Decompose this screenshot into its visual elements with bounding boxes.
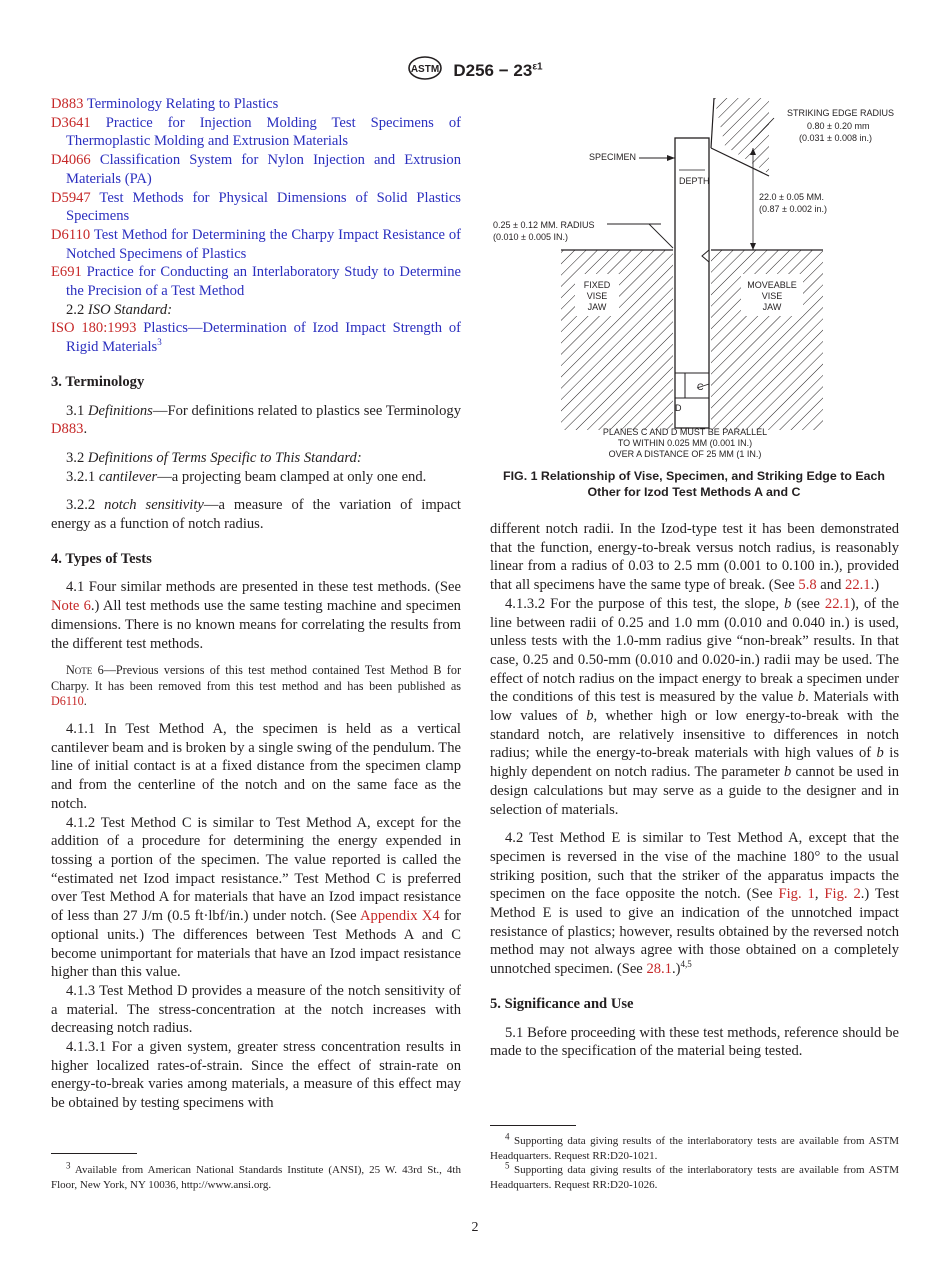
label-planes: TO WITHIN 0.025 MM (0.001 IN.) [617,438,753,448]
section-heading: 4. Types of Tests [51,550,152,567]
paragraph: 4.1.3 Test Method D provides a measure of the notch sensitivity of a material. The stress-concentration at the notch increases with decreasing notch radius. [51,982,461,1037]
reference-item: D4066 Classification System for Nylon Injection and Extrusion Materials (PA) [51,152,461,187]
paragraph: 5.1 Before proceeding with these test methods, reference should be made to the specification of the material being tested. [490,1024,899,1060]
label-striking-v1: 0.80 ± 0.20 mm [807,121,870,131]
paragraph: 3.2.2 notch sensitivity—a measure of the variation of impact energy as a function of notch radius. [51,497,461,533]
footnote-rule [51,1153,137,1154]
footnote-rule [490,1125,576,1126]
ref-link[interactable]: D4066 [51,152,91,169]
left-column [51,95,461,1113]
reference-item: ISO 180:1993 Plastics—Determination of Izod Impact Strength of Rigid Materials$^3$ [51,320,462,356]
page-header [0,56,950,85]
label-moveable: MOVEABLE [747,280,797,290]
label-specimen: SPECIMEN [589,152,637,162]
label-fixed: VISE [586,291,608,301]
label-radius1: 0.25 ± 0.12 MM. RADIUS [493,220,595,230]
label-moveable: VISE [761,291,783,301]
label-striking: STRIKING EDGE RADIUS [787,108,895,118]
ref-link[interactable]: ISO 180:1993 [51,320,137,337]
paragraph: 3.2 Definitions of Terms Specific to This Standard: [66,449,362,466]
label-height2: (0.87 ± 0.002 in.) [759,204,827,214]
figure-caption: FIG. 1 Relationship of Vise, Specimen, and Striking Edge to Each Other for Izod Test Methods A and C [503,469,885,499]
label-fixed: JAW [587,302,607,312]
note: Note 6—Previous versions of this test method contained Test Method B for Charpy. It has been removed from this test method and has been published as D6110. [51,663,462,709]
ref-link[interactable]: 5.8 [798,577,817,594]
right-column [490,520,899,1061]
paragraph: 4.1.2 Test Method C is similar to Test Method A, except for the addition of a procedure for determining the energy expended in tossing a portion of the specimen. The value reported is called the “estimated net Izod impact resistance.” Test Method C is preferred over Test Method A for materials that have an Izod impact resistance of less than 27 J/m (0.5 ft·lbf/in.) under notch. (See Appendix X4 for optional units.) The differences between Test Methods A and C become unimportant for materials that have an Izod impact resistance higher than this value. [51,814,461,981]
ref-link[interactable]: D6110 [51,694,84,709]
ref-link[interactable]: 22.1 [824,595,851,612]
figure-1 [489,98,899,498]
ref-link[interactable]: D6110 [51,226,91,243]
reference-item: D5947 Test Methods for Physical Dimensions of Solid Plastics Specimens [51,189,461,225]
designation: $D256 - 23^{\varepsilon 1}$ [453,60,543,80]
label-c: C [697,382,704,392]
appendix-link[interactable]: Appendix X4 [360,908,440,925]
ref-link[interactable]: E691 [51,264,82,281]
ref-link[interactable]: D883 [51,96,84,112]
label-d: D [675,403,682,413]
label-planes: PLANES C AND D MUST BE PARALLEL [602,427,768,437]
paragraph: 4.1.3.2 For the purpose of this test, the slope, b (see 22.1), of the line between radii of 0.25 and 1.0 mm (0.010 and 0.040 in.) is used, unless tests with the 1.0-mm radius give “non-break” results. In that case, 0.25 and 0.50-mm (0.010 and 0.020-in.) radii may be used. The effect of notch radius on the impact energy to break a specimen under the conditions of this test is measured by the value b. Materials with low values of b, whether high or low energy-to-break with the standard notch, are relatively insensitive to differences in notch radius; while the energy-to-break materials with high values of b is highly dependent on notch radius. The parameter b cannot be used in design calculations but may serve as a guide to the designer and in selection of materials. [490,595,900,818]
figure-link[interactable]: Fig. 2 [824,886,861,903]
reference-item: D6110 Test Method for Determining the Charpy Impact Resistance of Notched Specimens of Plastics [51,226,462,262]
izod-vise-diagram [489,98,899,468]
label-planes: OVER A DISTANCE OF 25 MM (1 IN.) [608,449,762,459]
note-link[interactable]: Note 6 [51,598,91,615]
paragraph: 4.1.3.1 For a given system, greater stress concentration results in higher localized rates-of-strain. Since the effect of strain-rate on energy-to-break varies among materials, a measure of this effect may be obtained by testing specimens with [51,1039,461,1112]
label-depth: DEPTH [679,176,710,186]
ref-link[interactable]: D3641 [51,114,91,131]
reference-item: D883 Terminology Relating to Plastics [51,96,279,112]
ref-link[interactable]: 28.1 [646,961,672,978]
ref-link[interactable]: D883 [51,421,84,438]
iso-heading: 2.2 ISO Standard: [66,301,173,318]
section-heading: 3. Terminology [51,373,145,390]
astm-logo-icon [407,56,443,85]
reference-item: D3641 Practice for Injection Molding Test Specimens of Thermoplastic Molding and Extrusion Materials [51,114,461,150]
svg-text:ASTM: ASTM [411,64,440,75]
figure-link[interactable]: Fig. 1 [778,886,815,903]
paragraph: 4.2 Test Method E is similar to Test Method A, except that the specimen is reversed in the vise of the machine 180° to the usual striking position, such that the striker of the apparatus impacts the specimen on the face opposite the notch. (See Fig. 1, Fig. 2.) Test Method E is used to give an indication of the unnotched impact resistance of plastics; however, results obtained by the reversed notch method may not always agree with those obtained on a completely unnotched specimen. (See 28.1.)$^{4,5}$ [490,830,900,978]
footnote-4: $^4$ Supporting data giving results of the interlaboratory tests are available from ASTM Headquarters. Request RR:D20-1021. [490,1131,900,1162]
paragraph: 4.1 Four similar methods are presented in these test methods. (See Note 6.) All test methods use the same testing machine and specimen dimensions. There is no known means for correlating the results from the different test methods. [51,579,461,652]
paragraph: 4.1.1 In Test Method A, the specimen is held as a vertical cantilever beam and is broken by a single swing of the pendulum. The line of initial contact is at a fixed distance from the specimen clamp and from the centerline of the notch and on the same face as the notch. [51,721,461,812]
paragraph: different notch radii. In the Izod-type test it has been demonstrated that the function, energy-to-break versus notch radius, is reasonably linear from a radius of 0.03 to 2.5 mm (0.001 to 0.100 in.), provided that all specimens have the same type of break. (See 5.8 and 22.1.) [490,521,899,594]
label-striking-v2: (0.031 ± 0.008 in.) [799,133,872,143]
label-moveable: JAW [762,302,782,312]
page-number: 2 [471,1220,479,1235]
footnote-3: $^3$ Available from American National Standards Institute (ANSI), 25 W. 43rd St., 4th Floor, New York, NY 10036, http://www.ansi.org. [51,1160,461,1191]
paragraph: 3.1 Definitions—For definitions related to plastics see Terminology D883. [51,402,461,438]
footnote-5: $^5$ Supporting data giving results of the interlaboratory tests are available from ASTM Headquarters. Request RR:D20-1026. [490,1160,900,1191]
ref-link[interactable]: 22.1 [845,577,871,594]
label-radius2: (0.010 ± 0.005 IN.) [493,232,568,242]
reference-item: E691 Practice for Conducting an Interlaboratory Study to Determine the Precision of a Test Method [51,264,462,300]
section-heading: 5. Significance and Use [490,995,634,1012]
paragraph: 3.2.1 cantilever—a projecting beam clamped at only one end. [66,468,427,485]
label-fixed: FIXED [583,280,611,290]
ref-link[interactable]: D5947 [51,189,91,206]
label-height1: 22.0 ± 0.05 MM. [759,192,824,202]
